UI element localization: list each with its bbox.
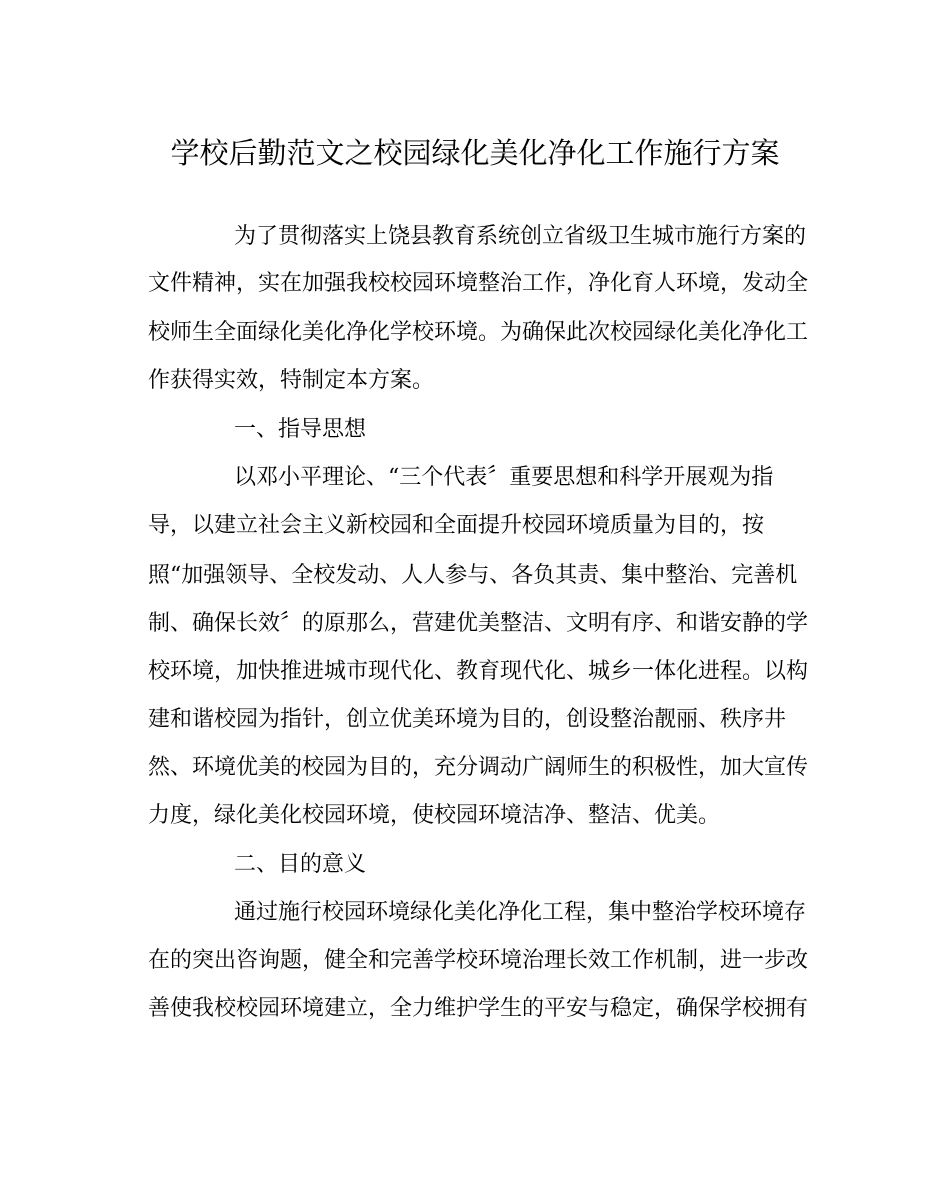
paragraph-line: 然、环境优美的校园为目的，充分调动广阔师生的积极性，加大宣传: [148, 755, 809, 780]
section-heading: 一、指导思想: [234, 417, 367, 442]
paragraph-line: 制、确保长效〞的原那么，营建优美整洁、文明有序、和谐安静的学: [148, 611, 809, 636]
paragraph-line: 文件精神，实在加强我校校园环境整治工作，净化育人环境，发动全: [148, 271, 809, 296]
paragraph-line: 以邓小平理论、“三个代表〞重要思想和科学开展观为指: [234, 465, 774, 490]
paragraph-line: 建和谐校园为指针，创立优美环境为目的，创设整治靓丽、秩序井: [148, 707, 787, 732]
paragraph-line: 力度，绿化美化校园环境，使校园环境洁净、整洁、优美。: [148, 803, 721, 828]
section-heading: 二、目的意义: [234, 852, 367, 877]
paragraph-line: 为了贯彻落实上饶县教育系统创立省级卫生城市施行方案的: [234, 224, 807, 249]
paragraph-line: 校师生全面绿化美化净化学校环境。为确保此次校园绿化美化净化工: [148, 320, 809, 345]
paragraph-line: 校环境，加快推进城市现代化、教育现代化、城乡一体化进程。以构: [148, 659, 809, 684]
paragraph-line: 照“加强领导、全校发动、人人参与、各负其责、集中整治、完善机: [148, 563, 798, 588]
paragraph-line: 在的突出咨询题，健全和完善学校环境治理长效工作机制，进一步改: [148, 948, 809, 973]
document-title: 学校后勤范文之校园绿化美化净化工作施行方案: [170, 136, 780, 170]
paragraph-line: 通过施行校园环境绿化美化净化工程，集中整治学校环境存: [234, 900, 807, 925]
paragraph-line: 善使我校校园环境建立，全力维护学生的平安与稳定，确保学校拥有: [148, 996, 809, 1021]
paragraph-line: 作获得实效，特制定本方案。: [148, 368, 435, 393]
paragraph-line: 导，以建立社会主义新校园和全面提升校园环境质量为目的，按: [148, 513, 765, 538]
